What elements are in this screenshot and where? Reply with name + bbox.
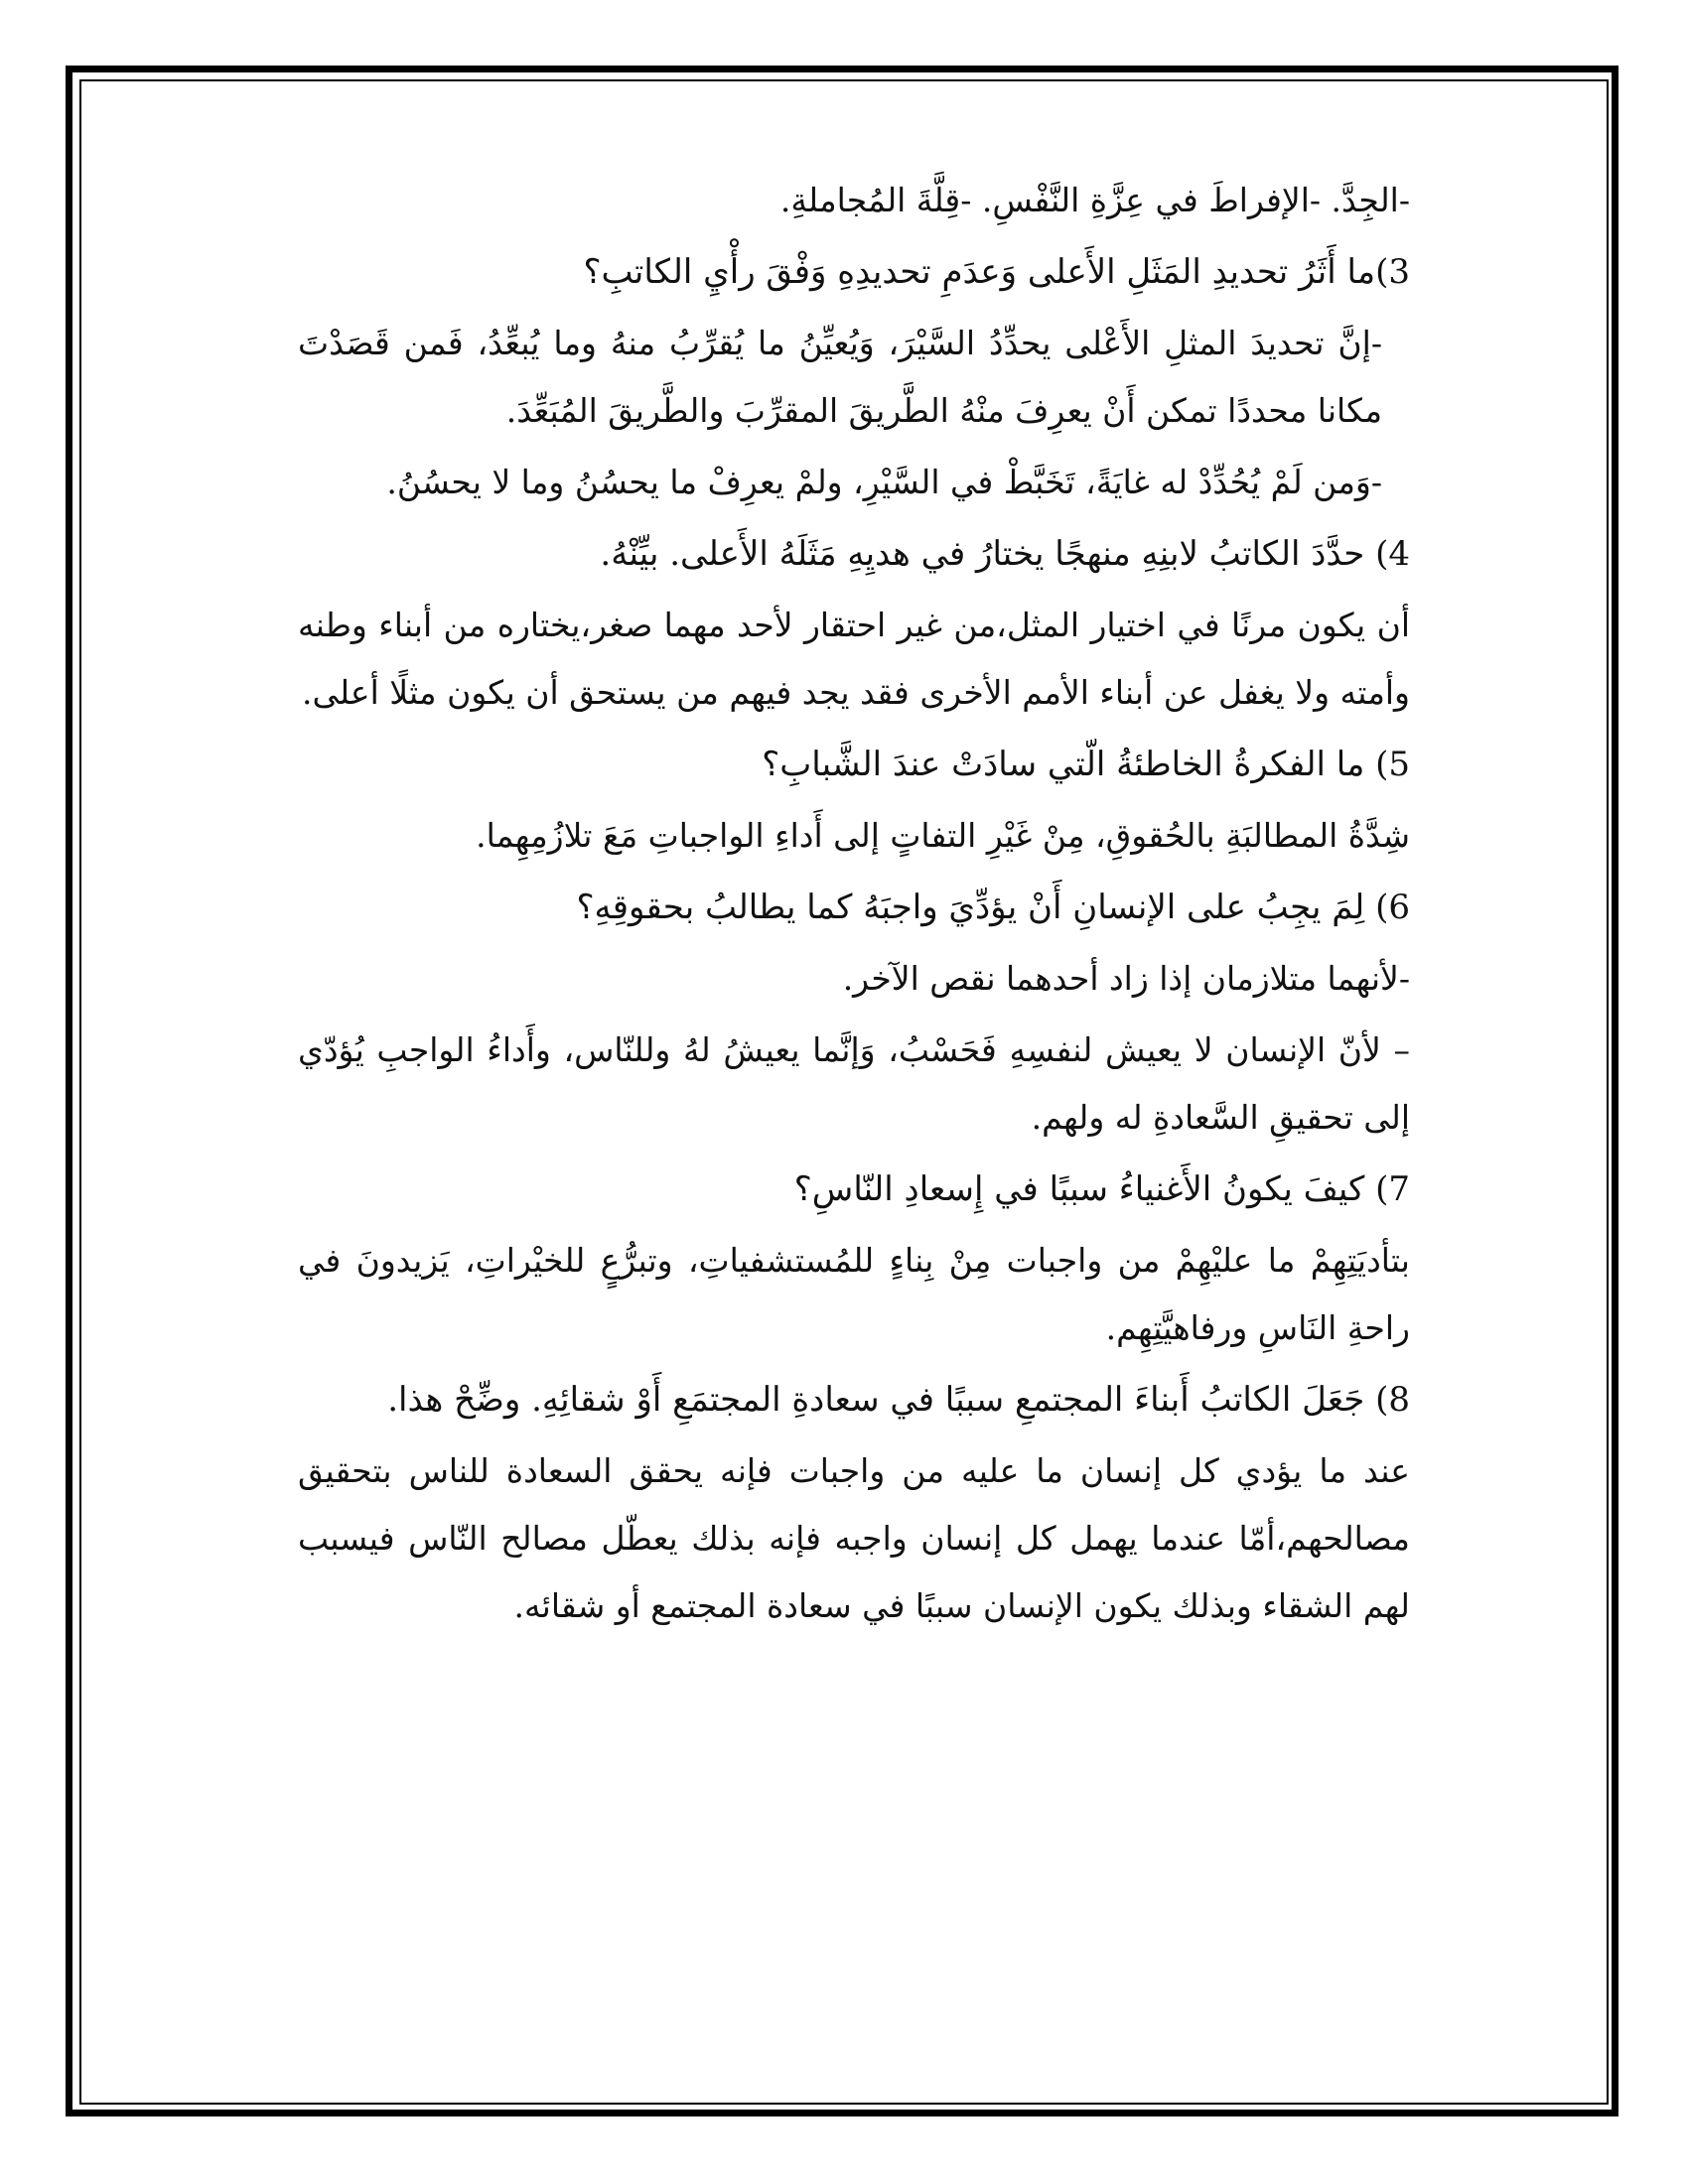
question-6: 6) لِمَ يجِبُ على الإنسانِ أَنْ يؤدِّيَ واجبَهُ كما يطالبُ بحقوقِهِ؟ <box>576 887 1410 927</box>
answer-7: بتأديَتِهِمْ ما عليْهِمْ من واجبات مِنْ بِناءٍ للمُستشفياتِ، وتبرُّعٍ للخيْراتِ، يَزيدونَ في راحةِ النَاسِ ورفاهيَّتِهِم. <box>298 1241 1410 1347</box>
answer-3-part-2: -وَمن لَمْ يُحُدِّدْ له غايَةً، تَخَبَّطْ في السَّيْرِ، ولمْ يعرِفْ ما يحسُنُ وما لا يحسُنُ. <box>386 463 1382 501</box>
question-3: 3)ما أَثَرُ تحديدِ المَثَلِ الأَعلى وَعدَمِ تحديدِهِ وَفْقَ رأْيِ الكاتبِ؟ <box>583 252 1410 292</box>
question-8: 8) جَعَلَ الكاتبُ أَبناءَ المجتمعِ سببًا في سعادةِ المجتمَعِ أَوْ شقائِهِ. وضِّحْ هذا. <box>387 1380 1410 1420</box>
answer-3-part-1: -إنَّ تحديدَ المثلِ الأَعْلى يحدِّدُ السَّيْرَ، وَيُعيِّنُ ما يُقرِّبُ منهُ وما يُبعِّدُ، فَمن قَصَدْتَ مكانا محددًا تمكن أَنْ يعرِفَ منْهُ الطَّريقَ المقرِّبَ والطَّريقَ المُبَعِّدَ. <box>298 324 1382 430</box>
answer-line-1: -الجِدَّ. -الإفراطَ في عِزَّةِ النَّفْسِ. -قِلَّةَ المُجاملةِ. <box>779 181 1410 219</box>
document-body <box>298 167 1410 1644</box>
answer-6-part-2: – لأنّ الإنسان لا يعيش لنفسِهِ فَحَسْبُ، وَإنَّما يعيشُ لهُ وللنّاس، وأَداءُ الواجبِ يُؤدّي إلى تحقيقِ السَّعادةِ له ولهم. <box>298 1030 1410 1137</box>
answer-6-part-1: -لأنهما متلازمان إذا زاد أحدهما نقص الآخر. <box>842 959 1410 998</box>
question-7: 7) كيفَ يكونُ الأَغنياءُ سببًا في إِسعادِ النّاسِ؟ <box>793 1169 1410 1209</box>
answer-4: أن يكون مرنًا في اختيار المثل،من غير احتقار لأحد مهما صغر،يختاره من أبناء وطنه وأمته ولا يغفل عن أبناء الأمم الأخرى فقد يجد فيهم من يستحق أن يكون مثلًا أعلى. <box>298 606 1410 712</box>
answer-8: عند ما يؤدي كل إنسان ما عليه من واجبات فإنه يحقق السعادة للناس بتحقيق مصالحهم،أمّا عندما يهمل كل إنسان واجبه فإنه بذلك يعطّل مصالح النّاس فيسبب لهم الشقاء وبذلك يكون الإنسان سببًا في سعادة المجتمع أو شقائه. <box>298 1451 1410 1625</box>
question-4: 4) حدَّدَ الكاتبُ لابنِهِ منهجًا يختارُ في هديِهِ مَثَلَهُ الأَعلى. بيِّنْهُ. <box>600 534 1410 574</box>
answer-5: شِدَّةُ المطالبَةِ بالحُقوقِ، مِنْ غَيْرِ التفاتٍ إلى أَداءِ الواجباتِ مَعَ تلازُمِهِما. <box>476 816 1410 855</box>
question-5: 5) ما الفكرةُ الخاطئةُ الّتي سادَتْ عندَ الشَّبابِ؟ <box>762 745 1410 784</box>
